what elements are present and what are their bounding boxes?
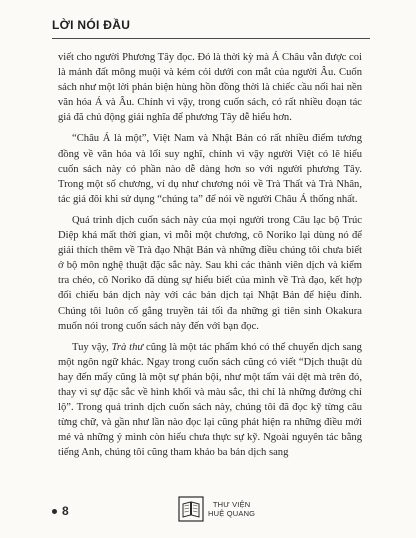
paragraph-3: Quá trình dịch cuốn sách này của mọi người trong Câu lạc bộ Trúc Diệp khá mất thời gian, vì mỗi một chương, cô Noriko lại dùng nó để giải thích thêm về Trà đạo Nhật Bản và những điều chúng tôi chưa biết ở bộ môn nghệ thuật đặc sắc này. Sau khi các thành viên dịch và kiểm tra chéo, cô Noriko đã dùng sự hiểu biết của mình về Trà đạo, kết hợp đối chiếu bản dịch này với các bản dịch tại Nhật Bản để hiệu đính. Chúng tôi luôn cố gắng truyền tải tối đa những gì tiên sinh Okakura muốn nói trong cuốn sách này đến với bạn đọc. [58,214,362,332]
paragraph-4-lead: Tuy vậy, [72,341,112,353]
header-rule [52,38,370,39]
library-logo [178,496,255,522]
library-logo-text [208,500,255,518]
paragraph-1: viết cho người Phương Tây đọc. Đó là thời kỳ mà Á Châu vẫn được coi là mảnh đất mông muội và kém cỏi dưới con mắt của người Âu. Cuốn sách như một lời phản biện hùng hồn đồng thời là chiếc cầu nối hai nền văn hóa Á và Âu. Chính vì vậy, trong cuốn sách, có rất nhiều đoạn tác giả đã chủ động giải nghĩa để phương Tây dễ hiểu hơn. [58,52,362,124]
paragraph-4 [58,340,362,461]
page-number-value: 8 [62,504,69,518]
logo-line-2: HUỆ QUANG [208,509,256,518]
book-title-italic: Trà thư [111,341,144,353]
body-text [58,50,362,466]
paragraph-2: “Châu Á là một”, Việt Nam và Nhật Bản có rất nhiều điểm tương đồng về văn hóa và lối suy nghĩ, chính vì vậy người Việt có lẽ hiểu cuốn sách này có phần nào dễ dàng hơn so với người phương Tây. Trong một số chương, ví dụ như chương nói về Trà Thất và Trà Nhân, tác giả đôi khi sử dụng “chúng ta” để nói về người Châu Á thống nhất. [58,133,362,205]
library-book-icon [178,496,204,522]
bullet-icon [52,509,57,514]
logo-line-1: THƯ VIỆN [212,500,251,509]
running-header: LỜI NÓI ĐẦU [52,18,131,32]
page-footer [0,486,416,536]
paragraph-4-rest: cũng là một tác phẩm khó có thể chuyển dịch sang một ngôn ngữ khác. Ngay trong cuốn sách cũng có viết “Dịch thuật dù hay đến mấy cũng là một sự phản bội, như một tấm vải dệt mà trên đó, thay vì sự đặc sắc về hình khối và màu sắc, thì chỉ là những đường chỉ lộ”. Trong quá trình dịch cuốn sách này, chúng tôi đã đọc kỹ từng câu từng chữ, và gần như lần nào đọc lại cũng phát hiện ra những điều mới mẻ và những ý mình còn hiểu chưa thực sự kỹ. Ngoài nguyên tác bằng tiếng Anh, chúng tôi cũng tham khảo ba bản dịch sang [58,341,362,459]
page-number [52,504,69,518]
